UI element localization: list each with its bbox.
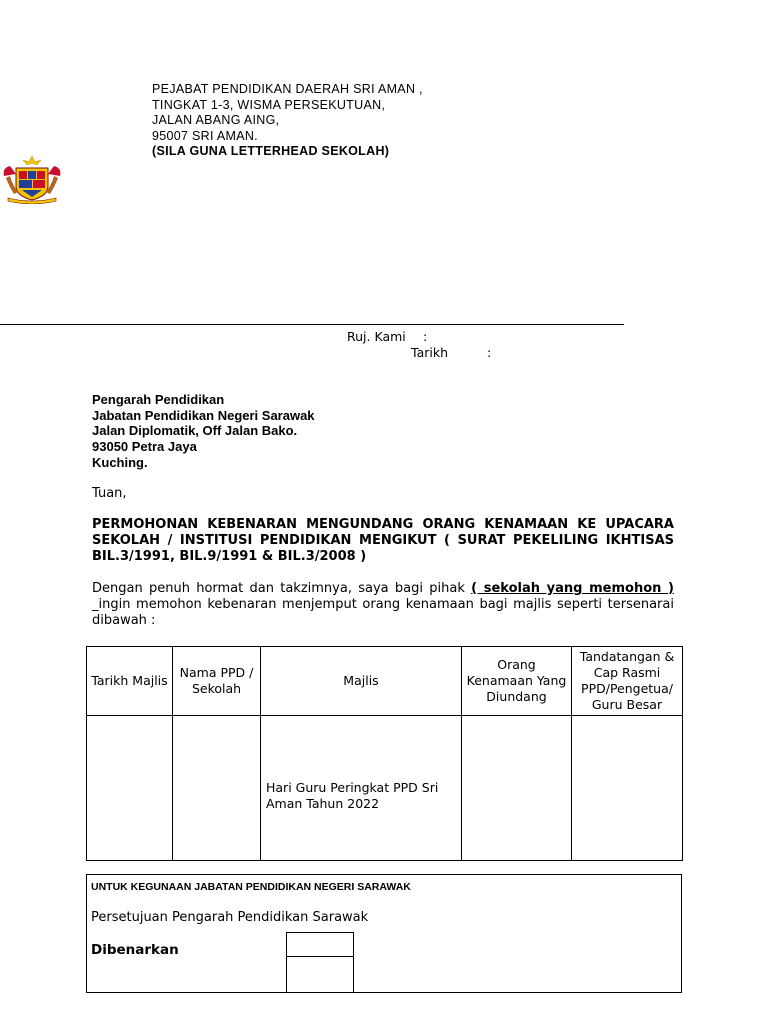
office-use-title: UNTUK KEGUNAAN JABATAN PENDIDIKAN NEGERI SARAWAK [91, 881, 411, 893]
majlis-text: Hari Guru Peringkat PPD Sri Aman Tahun 2022 [266, 780, 439, 811]
header-tandatangan: Tandatangan & Cap Rasmi PPD/Pengetua/ Guru Besar [572, 647, 683, 716]
body-text-after: _ingin memohon kebenaran menjemput orang kenamaan bagi majlis seperti tersenarai dibawah : [92, 597, 674, 628]
body-text-before: Dengan penuh hormat dan takzimnya, saya bagi pihak [92, 581, 472, 596]
letterhead-divider [0, 324, 624, 325]
tarikh-value: : [487, 345, 492, 360]
body-highlight: ( sekolah yang memohon ) [471, 581, 674, 596]
cell-majlis [261, 716, 462, 861]
address-line-4: 95007 SRI AMAN. [152, 128, 258, 143]
table-row [87, 716, 683, 861]
salutation: Tuan, [92, 486, 127, 501]
rejected-checkbox[interactable] [286, 956, 354, 993]
address-line-1: PEJABAT PENDIDIKAN DAERAH SRI AMAN , [152, 82, 423, 96]
approved-checkbox[interactable] [286, 932, 354, 957]
cell-nama [173, 716, 261, 861]
body-paragraph [92, 581, 674, 629]
recipient-line-5: Kuching. [92, 454, 148, 470]
letterhead-note: (SILA GUNA LETTERHEAD SEKOLAH) [152, 144, 390, 158]
header-tarikh: Tarikh Majlis [87, 647, 173, 716]
recipient-address [92, 392, 315, 471]
cell-tarikh [87, 716, 173, 861]
header-majlis: Majlis [261, 647, 462, 716]
approval-line: Persetujuan Pengarah Pendidikan Sarawak [91, 910, 369, 925]
address-line-2: TINGKAT 1-3, WISMA PERSEKUTUAN, [152, 97, 386, 112]
coat-of-arms-icon [0, 154, 64, 204]
ruj-kami-label: Ruj. Kami [347, 329, 406, 344]
tarikh-label: Tarikh [411, 345, 448, 360]
header-orang: Orang Kenamaan Yang Diundang [462, 647, 572, 716]
recipient-line-4: 93050 Petra Jaya [92, 439, 197, 455]
invitation-table [86, 646, 683, 861]
header-nama: Nama PPD / Sekolah [173, 647, 261, 716]
ruj-kami-value: : [423, 329, 428, 344]
recipient-line-2: Jabatan Pendidikan Negeri Sarawak [92, 407, 315, 423]
table-header-row [87, 647, 683, 716]
letterhead-address [152, 82, 423, 160]
address-line-3: JALAN ABANG AING, [152, 113, 280, 127]
recipient-line-1: Pengarah Pendidikan [92, 392, 225, 407]
cell-orang [462, 716, 572, 861]
letter-subject: PERMOHONAN KEBENARAN MENGUNDANG ORANG KENAMAAN KE UPACARA SEKOLAH / INSTITUSI PENDIDIKAN MENGIKUT ( SURAT PEKELILING IKHTISAS BIL.3/1991, BIL.9/1991 & BIL.3/2008 ) [92, 517, 674, 564]
approved-label: Dibenarkan [91, 942, 179, 958]
cell-tandatangan [572, 716, 683, 861]
recipient-line-3: Jalan Diplomatik, Off Jalan Bako. [92, 423, 298, 439]
